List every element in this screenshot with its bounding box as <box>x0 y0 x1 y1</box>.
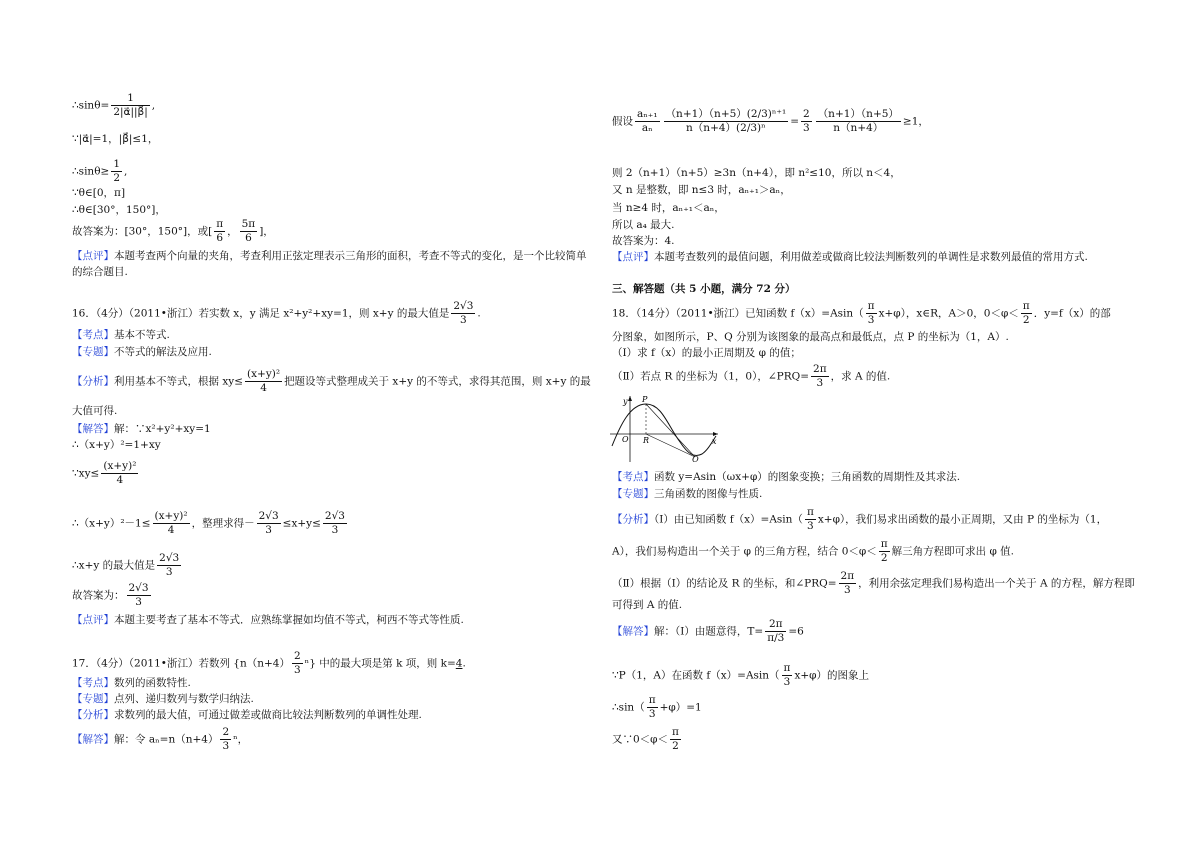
q16-stem <box>72 300 481 327</box>
text: ∴sinθ≥ <box>72 165 110 178</box>
frac-num: 2 <box>803 108 810 120</box>
q18-fenxi-1 <box>612 506 1107 533</box>
frac-den: 3 <box>867 314 875 326</box>
frac-den: 6 <box>245 232 252 244</box>
q18-stem-1 <box>612 300 1111 327</box>
text: 故答案为：[30°，150°]，或[ <box>72 225 213 238</box>
text: 解：令 aₙ=n（n+4） <box>114 733 219 746</box>
jieda-tag: 【解答】 <box>72 733 114 746</box>
text: ，整理求得－ <box>191 517 255 530</box>
frac-num: (x+y)² <box>154 510 188 522</box>
q18-fenxi-2 <box>612 538 1014 565</box>
fraction <box>101 460 138 487</box>
jieda-tag: 【解答】 <box>72 423 114 435</box>
right-line-3: 又 n 是整数，即 n≤3 时，aₙ₊₁＞aₙ， <box>612 184 791 196</box>
jieda-tag: 【解答】 <box>612 625 654 638</box>
text: x+φ），我们易求出函数的最小正周期，又由 P 的坐标为（1， <box>817 513 1108 526</box>
text: ∴x+y 的最大值是 <box>72 559 156 572</box>
q18-part-ii <box>612 363 890 390</box>
text: 数列的函数特性. <box>114 677 191 689</box>
fraction <box>879 538 890 565</box>
frac-num: 2√3 <box>128 582 149 594</box>
fraction <box>323 510 347 537</box>
text: ， <box>227 225 238 238</box>
frac-den: 3 <box>293 664 301 676</box>
fraction <box>782 662 793 689</box>
x-axis-arrow <box>713 432 718 436</box>
fraction <box>805 506 816 533</box>
frac-den: aₙ <box>641 122 653 134</box>
frac-den: 4 <box>167 524 175 536</box>
text: 假设 <box>612 115 633 128</box>
text: ⁿ} 中的最大项是第 k 项，则 k= <box>304 657 456 670</box>
frac-num: 2 <box>293 650 301 662</box>
fraction <box>292 650 303 677</box>
text: . <box>477 307 481 320</box>
text: ⁿ， <box>233 733 249 746</box>
text: ∴（x+y）²－1≤ <box>72 517 151 530</box>
q18-fenxi-3 <box>612 570 1135 597</box>
fraction <box>670 726 681 753</box>
text: +φ）=1 <box>659 701 702 714</box>
text: 求数列的最大值，可通过做差或做商比较法判断数列的单调性处理. <box>114 709 422 721</box>
q18-fenxi-4: 可得到 A 的值. <box>612 599 683 611</box>
text: x+φ），x∈R，A＞0，0＜φ＜ <box>878 307 1019 320</box>
right-line-2: 则 2（n+1）（n+5）≥3n（n+4），即 n²≤10，所以 n＜4， <box>612 167 901 179</box>
frac-num: π <box>806 506 814 518</box>
text: . <box>462 657 466 670</box>
frac-den: 3 <box>135 596 142 608</box>
q18-part-i: （Ⅰ）求 f（x）的最小正周期及 φ 的值； <box>612 347 801 359</box>
frac-den: 3 <box>331 524 339 536</box>
frac-num: π <box>648 694 656 706</box>
right-line-4: 当 n≥4 时，aₙ₊₁＜aₙ， <box>612 202 725 214</box>
frac-den: 3 <box>648 708 656 720</box>
text: 解三角方程即可求出 φ 值. <box>891 545 1015 558</box>
q16-dianping <box>72 613 464 627</box>
frac-den: 3 <box>844 584 851 596</box>
frac-num: 2√3 <box>324 510 345 522</box>
zhuanti-tag: 【专题】 <box>612 488 654 500</box>
fraction <box>664 108 789 135</box>
zhuanti-tag: 【专题】 <box>72 346 114 358</box>
text: ∴sinθ= <box>72 99 110 112</box>
text: 三角函数的图像与性质. <box>654 488 763 500</box>
fraction <box>153 510 190 537</box>
frac-den: 3 <box>803 122 810 134</box>
dianping-tag: 【点评】 <box>612 251 654 263</box>
kaodian-tag: 【考点】 <box>72 677 114 689</box>
fraction <box>839 570 857 597</box>
text: 17．（4分）（2011•浙江）若数列 {n（n+4） <box>72 657 290 670</box>
kaodian-tag: 【考点】 <box>612 471 654 483</box>
left-line-2: ∵|α⃗|=1，|β⃗|≤1， <box>72 133 159 145</box>
fraction <box>1021 300 1032 327</box>
y-axis-arrow <box>628 396 632 401</box>
left-line-3 <box>72 158 127 185</box>
frac-den: 4 <box>260 382 267 394</box>
frac-den: 3 <box>460 314 467 326</box>
left-line-5: ∴θ∈[30°，150°]， <box>72 204 166 216</box>
frac-num: 2π <box>765 618 786 632</box>
frac-den: 2|α⃗||β⃗| <box>113 106 148 118</box>
frac-num: (x+y)² <box>103 460 137 472</box>
dianping-tag: 【点评】 <box>72 614 114 626</box>
frac-num: π <box>672 726 679 738</box>
text: 又∵0＜φ＜ <box>612 733 669 746</box>
frac-num: 1 <box>113 158 120 170</box>
left-line-1 <box>72 92 155 119</box>
frac-num: (x+y)² <box>247 368 281 380</box>
right-line-1 <box>612 108 929 135</box>
q18-jieda-2 <box>612 662 869 689</box>
q17-zhuanti <box>72 692 254 706</box>
frac-num: 2 <box>222 726 230 738</box>
text: ∵P（1，A）在函数 f（x）=Asin（ <box>612 669 780 682</box>
q18-kaodian <box>612 470 960 484</box>
frac-den: 2 <box>672 740 679 752</box>
text: （Ⅱ）根据（Ⅰ）的结论及 R 的坐标，和∠PRQ= <box>612 577 837 590</box>
fraction <box>220 726 231 753</box>
fraction <box>816 108 901 135</box>
q16-jieda-6 <box>72 582 153 609</box>
frac-den: 2 <box>113 172 120 184</box>
text: 16．（4分）（2011•浙江）若实数 x，y 满足 x²+y²+xy=1，则 x+y 的最大值是 <box>72 307 450 320</box>
fraction <box>811 363 829 390</box>
q16-jieda-3 <box>72 460 140 487</box>
q17-fenxi <box>72 708 422 722</box>
frac-den: 2 <box>880 552 888 564</box>
text: 解：∵x²+y²+xy=1 <box>114 423 211 435</box>
frac-num: （n+1）（n+5） <box>817 108 899 120</box>
graph-label-r: R <box>643 436 650 445</box>
frac-num: π <box>783 662 791 674</box>
text: （Ⅰ）由已知函数 f（x）=Asin（ <box>654 513 803 526</box>
fraction <box>765 618 786 645</box>
text: 利用基本不等式，根据 xy≤ <box>114 375 243 388</box>
text: 本题主要考查了基本不等式．应熟练掌握如均值不等式，柯西不等式等性质. <box>114 614 464 626</box>
left-line-4: ∵θ∈[0，π] <box>72 187 126 199</box>
frac-num: π <box>880 538 888 550</box>
graph-label-y: y <box>623 397 628 406</box>
frac-num: 2√3 <box>258 510 279 522</box>
q18-zhuanti <box>612 487 762 501</box>
text: ≤x+y≤ <box>282 517 321 530</box>
q16-jieda <box>72 422 211 436</box>
frac-den: 2 <box>1022 314 1030 326</box>
q16-jieda-5 <box>72 552 183 579</box>
text: ]， <box>259 225 274 238</box>
rq-line <box>646 434 695 457</box>
frac-num: π <box>216 218 224 230</box>
frac-den: 3 <box>265 524 272 536</box>
text: 点列、递归数列与数学归纳法. <box>114 693 254 705</box>
frac-num: 2√3 <box>453 300 474 312</box>
q16-kaodian <box>72 328 170 342</box>
section-title: 三、解答题（共 5 小题，满分 72 分） <box>612 283 796 295</box>
frac-num: π <box>867 300 875 312</box>
q17-stem <box>72 650 466 677</box>
q18-jieda-3 <box>612 694 702 721</box>
graph-label-o: O <box>622 435 629 444</box>
text: ．y=f（x）的部 <box>1033 307 1111 320</box>
q17-answer: 4 <box>455 657 463 670</box>
text: ，利用余弦定理我们易构造出一个关于 A 的方程，解方程即 <box>858 577 1135 590</box>
zhuanti-tag: 【专题】 <box>72 693 114 705</box>
q16-fenxi <box>72 368 591 395</box>
text: x+φ）的图象上 <box>794 669 870 682</box>
sine-curve <box>612 404 716 456</box>
text: 故答案为： <box>72 589 125 602</box>
pq-line <box>646 404 695 457</box>
fraction <box>647 694 658 721</box>
right-line-6: 故答案为：4. <box>612 235 675 247</box>
frac-den: 4 <box>116 474 124 486</box>
frac-num: 2π <box>840 570 855 582</box>
graph-label-q: Q <box>692 455 699 462</box>
fraction <box>257 510 281 537</box>
frac-den: 3 <box>816 377 824 389</box>
frac-num: （n+1）（n+5）(2/3)ⁿ⁺¹ <box>665 108 787 120</box>
fraction <box>801 108 812 135</box>
frac-num: aₙ₊₁ <box>637 108 658 120</box>
text: ，求 A 的值. <box>830 370 891 383</box>
fraction <box>157 552 181 579</box>
fraction <box>240 218 258 245</box>
frac-den: π/3 <box>767 632 785 644</box>
text: 把题设等式整理成关于 x+y 的不等式，求得其范围，则 x+y 的最 <box>284 375 591 388</box>
q18-stem-2: 分图象，如图所示，P、Q 分别为该图象的最高点和最低点，点 P 的坐标为（1，A）. <box>612 331 1009 343</box>
frac-num: 1 <box>111 92 149 106</box>
frac-num: 5π <box>241 218 256 230</box>
q16-zhuanti <box>72 345 212 359</box>
q17-jieda <box>72 726 248 753</box>
q18-jieda-4 <box>612 726 683 753</box>
frac-num: π <box>1022 300 1030 312</box>
graph-label-p: P <box>642 396 648 404</box>
q16-jieda-2: ∴（x+y）²=1+xy <box>72 439 161 451</box>
fraction <box>866 300 877 327</box>
fraction <box>111 158 122 185</box>
fraction <box>245 368 282 395</box>
kaodian-tag: 【考点】 <box>72 329 114 341</box>
frac-num: 2√3 <box>159 552 180 564</box>
fraction <box>214 218 225 245</box>
frac-den: n（n+4） <box>833 122 884 134</box>
fraction <box>111 92 149 119</box>
graph-label-x: x <box>712 437 717 446</box>
right-line-5: 所以 a₄ 最大. <box>612 219 675 231</box>
frac-den: 3 <box>783 676 791 688</box>
frac-den: 3 <box>165 566 173 578</box>
answer-fraction <box>451 300 475 327</box>
sine-graph-figure <box>610 396 722 462</box>
frac-den: 3 <box>222 740 230 752</box>
fenxi-tag: 【分析】 <box>72 709 114 721</box>
text: A），我们易构造出一个关于 φ 的三角方程，结合 0＜φ＜ <box>612 545 877 558</box>
text: ∴sin（ <box>612 701 645 714</box>
frac-den: 3 <box>807 520 814 532</box>
right-dianping <box>612 250 1088 264</box>
text: 18．（14分）（2011•浙江）已知函数 f（x）=Asin（ <box>612 307 864 320</box>
q18-jieda-1 <box>612 618 804 645</box>
q16-jieda-4 <box>72 510 349 537</box>
text: , <box>124 165 128 178</box>
frac-num: 2π <box>813 363 827 375</box>
dianping-block <box>72 248 592 280</box>
text: ≥1， <box>902 115 929 128</box>
fraction <box>127 582 151 609</box>
text: 解：（Ⅰ）由题意得，T= <box>654 625 764 638</box>
text: 不等式的解法及应用. <box>114 346 212 358</box>
left-line-6 <box>72 218 274 245</box>
text: = <box>790 115 799 128</box>
frac-den: n（n+4）(2/3)ⁿ <box>686 122 766 134</box>
frac-den: 6 <box>216 232 223 244</box>
fraction <box>635 108 660 135</box>
q17-kaodian <box>72 676 191 690</box>
text: 函数 y=Asin（ωx+φ）的图象变换；三角函数的周期性及其求法. <box>654 471 961 483</box>
dianping-text: 本题考查两个向量的夹角，考查利用正弦定理表示三角形的面积，考查不等式的变化，是一个比较简单的综合题目. <box>72 250 587 278</box>
text: ∵xy≤ <box>72 467 100 480</box>
dianping-tag: 【点评】 <box>72 250 114 262</box>
text: =6 <box>788 625 804 638</box>
text: , <box>151 99 156 112</box>
text: 基本不等式. <box>114 329 170 341</box>
text: （Ⅱ）若点 R 的坐标为（1，0），∠PRQ= <box>612 370 810 383</box>
fenxi-tag: 【分析】 <box>72 375 114 388</box>
text: 本题考查数列的最值问题，利用做差或做商比较法判断数列的单调性是求数列最值的常用方式. <box>654 251 1088 263</box>
q16-fenxi-cont: 大值可得. <box>72 405 118 417</box>
fenxi-tag: 【分析】 <box>612 513 654 526</box>
